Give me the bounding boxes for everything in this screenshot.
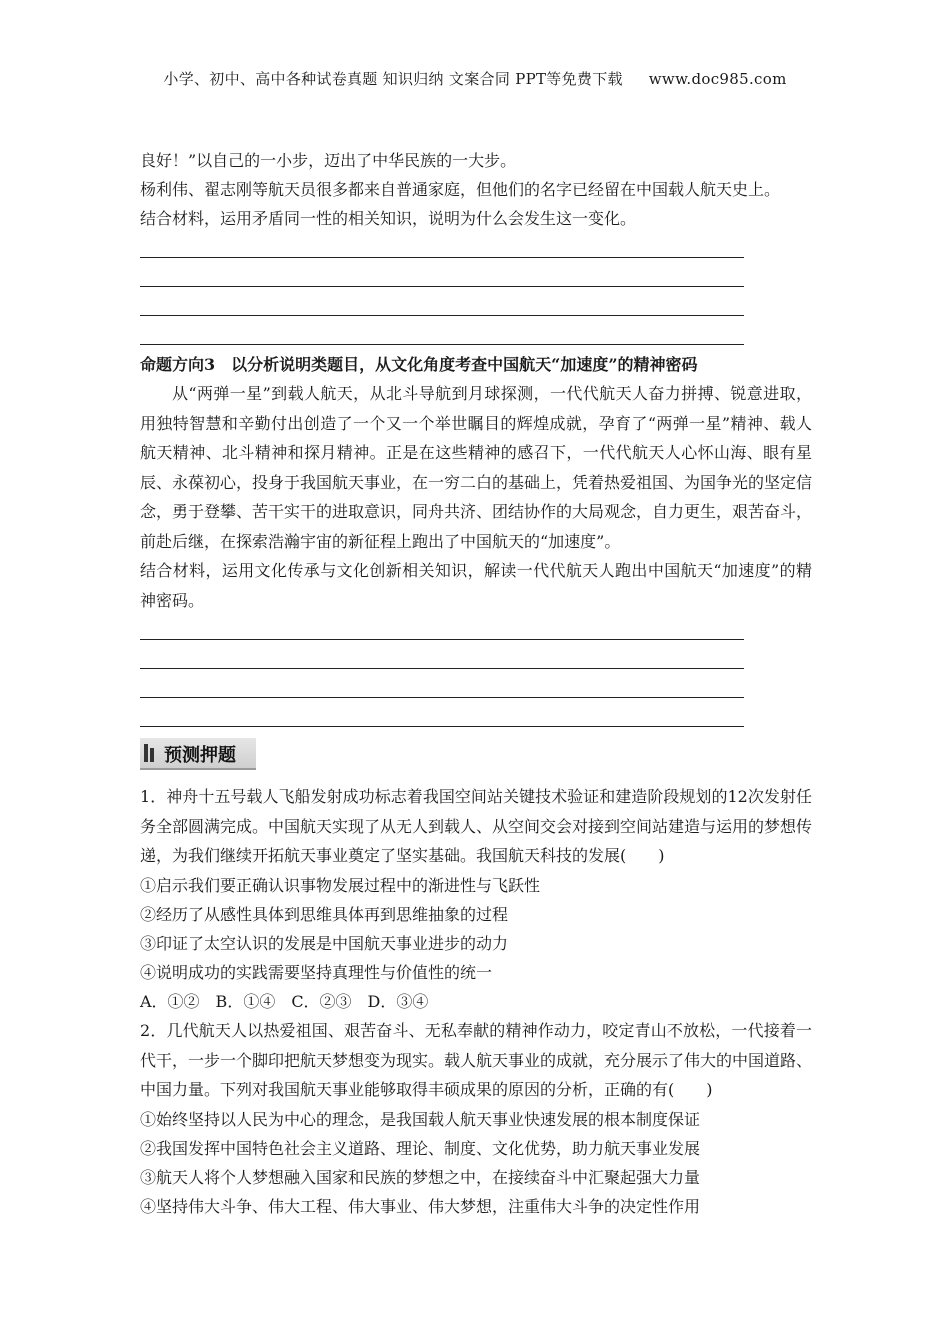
section-marker-icon: [150, 748, 154, 762]
question-2-option: ④坚持伟大斗争、伟大工程、伟大事业、伟大梦想，注重伟大斗争的决定性作用: [140, 1196, 701, 1216]
section-marker-icon: [144, 744, 148, 762]
header-text: 小学、初中、高中各种试卷真题 知识归纳 文案合同 PPT等免费下载: [163, 70, 623, 88]
answer-line: [140, 702, 812, 731]
answer-line: [140, 291, 812, 320]
material-line-2: 杨利伟、翟志刚等航天员很多都来自普通家庭，但他们的名字已经留在中国载人航天史上。: [140, 180, 781, 199]
question-2-option: ①始终坚持以人民为中心的理念，是我国载人航天事业快速发展的根本制度保证: [140, 1109, 701, 1129]
answer-line: [140, 233, 812, 262]
question-2-stem: 2．几代航天人以热爱祖国、艰苦奋斗、无私奉献的精神作动力，咬定青山不放松，一代接着一代干，一步一个脚印把航天梦想变为现实。载人航天事业的成就，充分展示了伟大的中国道路、中国力量。下列对我国航天事业能够取得丰硕成果的原因的分析，正确的有( ): [140, 1021, 813, 1099]
question-1-option: ①启示我们要正确认识事物发展过程中的渐进性与飞跃性: [140, 875, 541, 895]
answer-line: [140, 320, 812, 349]
question-1-choices: A．①② B．①④ C．②③ D．③④: [140, 991, 429, 1011]
direction3-heading: 命题方向3 以分析说明类题目，从文化角度考查中国航天“加速度”的精神密码: [140, 355, 698, 374]
direction3-material: 从“两弹一星”到载人航天，从北斗导航到月球探测，一代代航天人奋力拼搏、锐意进取，用独特智慧和辛勤付出创造了一个又一个举世瞩目的辉煌成就，孕育了“两弹一星”精神、载人航天精神、北斗精神和探月精神。正是在这些精神的感召下，一代代航天人心怀山海、眼有星辰、永葆初心，投身于我国航天事业，在一穷二白的基础上，凭着热爱祖国、为国争光的坚定信念，勇于登攀、苦干实干的进取意识，同舟共济、团结协作的大局观念，自力更生，艰苦奋斗，前赴后继，在探索浩瀚宇宙的新征程上跑出了中国航天的“加速度”。: [140, 384, 813, 551]
question-2-option: ②我国发挥中国特色社会主义道路、理论、制度、文化优势，助力航天事业发展: [140, 1138, 701, 1158]
question-1-stem: 1．神舟十五号载人飞船发射成功标志着我国空间站关键技术验证和建造阶段规划的12次发射任务全部圆满完成。中国航天实现了从无人到载人、从空间交会对接到空间站建造与运用的梦想传递，为我们继续开拓航天事业奠定了坚实基础。我国航天科技的发展( ): [140, 787, 813, 865]
question-1: [140, 782, 812, 1016]
answer-line: [140, 615, 812, 644]
answer-line: [140, 262, 812, 291]
answer-line: [140, 673, 812, 702]
question-2-option: ③航天人将个人梦想融入国家和民族的梦想之中，在接续奋斗中汇聚起强大力量: [140, 1167, 701, 1187]
direction3-block: [140, 350, 812, 731]
question-1-option: ②经历了从感性具体到思维具体再到思维抽象的过程: [140, 904, 509, 924]
answer-line: [140, 644, 812, 673]
header-url[interactable]: www.doc985.com: [648, 70, 787, 88]
material-line-1: 良好！”以自己的一小步，迈出了中华民族的一大步。: [140, 151, 517, 170]
section-title-tag: [140, 738, 256, 770]
question-1-option: ③印证了太空认识的发展是中国航天事业进步的动力: [140, 933, 509, 953]
page-header: [0, 68, 950, 89]
direction3-question: 结合材料，运用文化传承与文化创新相关知识，解读一代代航天人跑出中国航天“加速度”的精神密码。: [140, 561, 812, 610]
section-title: 预测押题: [164, 745, 236, 766]
question-line: 结合材料，运用矛盾同一性的相关知识，说明为什么会发生这一变化。: [140, 209, 637, 228]
question-1-option: ④说明成功的实践需要坚持真理性与价值性的统一: [140, 962, 493, 982]
part1-block: [140, 146, 812, 349]
question-2: [140, 1016, 812, 1221]
